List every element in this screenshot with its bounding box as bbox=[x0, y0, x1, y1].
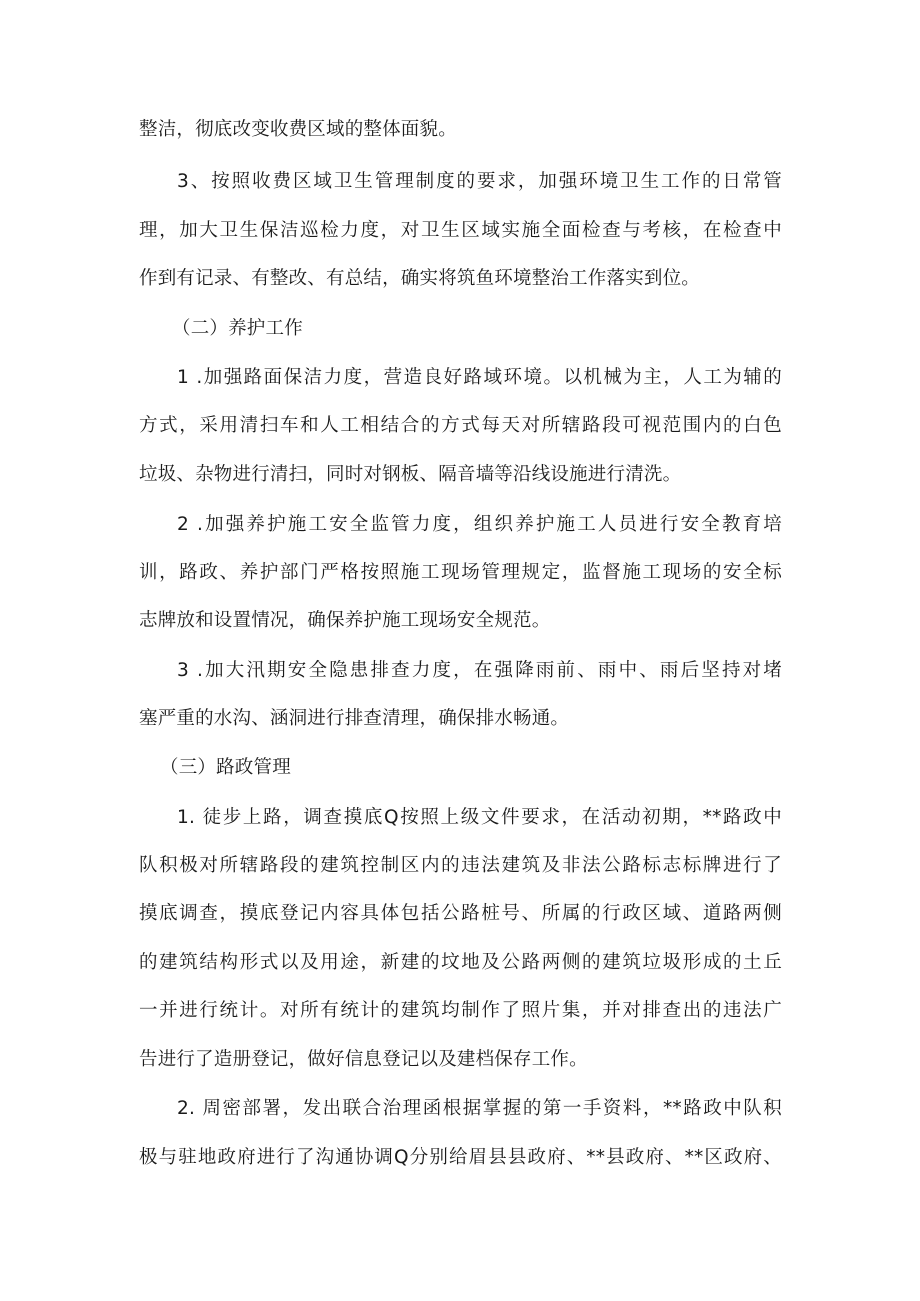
text-line-1: 整洁，彻底改变收费区域的整体面貌。 bbox=[139, 119, 457, 140]
text-line-3: 理，加大卫生保洁巡检力度，对卫生区域实施全面检查与考核，在检查中 bbox=[139, 220, 782, 241]
text-line-9: 2 .加强养护施工安全监管力度，组织养护施工人员进行安全教育培 bbox=[177, 514, 782, 535]
text-line-19: 一并进行统计。对所有统计的建筑均制作了照片集，并对排查出的违法广 bbox=[139, 1000, 782, 1021]
text-line-17: 摸底调查，摸底登记内容具体包括公路桩号、所属的行政区域、道路两侧 bbox=[139, 903, 782, 924]
section-heading-road-administration: （三）路政管理 bbox=[160, 757, 291, 778]
text-line-8: 垃圾、杂物进行清扫，同时对钢板、隔音墙等沿线设施进行清洗。 bbox=[139, 464, 682, 485]
text-line-6: 1 .加强路面保洁力度，营造良好路域环境。以机械为主，人工为辅的 bbox=[177, 367, 782, 388]
text-line-11: 志牌放和设置情况，确保养护施工现场安全规范。 bbox=[139, 610, 551, 631]
text-line-13: 塞严重的水沟、涵洞进行排查清理，确保排水畅通。 bbox=[139, 708, 570, 729]
text-line-12: 3 .加大汛期安全隐患排查力度，在强降雨前、雨中、雨后坚持对堵 bbox=[177, 660, 782, 681]
text-line-16: 队积极对所辖路段的建筑控制区内的违法建筑及非法公路标志标牌进行了 bbox=[139, 855, 782, 876]
section-heading-maintenance: （二）养护工作 bbox=[172, 318, 303, 339]
text-line-20: 告进行了造册登记，做好信息登记以及建档保存工作。 bbox=[139, 1049, 588, 1070]
text-line-2: 3、按照收费区域卫生管理制度的要求，加强环境卫生工作的日常管 bbox=[177, 171, 782, 192]
text-line-21: 2. 周密部署，发出联合治理函根据掌握的第一手资料，**路政中队积 bbox=[177, 1098, 782, 1119]
text-line-7: 方式，采用清扫车和人工相结合的方式每天对所辖路段可视范围内的白色 bbox=[139, 415, 782, 436]
text-line-18: 的建筑结构形式以及用途，新建的坟地及公路两侧的建筑垃圾形成的土丘 bbox=[139, 952, 782, 973]
text-line-10: 训，路政、养护部门严格按照施工现场管理规定，监督施工现场的安全标 bbox=[139, 562, 782, 583]
text-line-15: 1. 徒步上路，调查摸底Q按照上级文件要求，在活动初期，**路政中 bbox=[177, 807, 782, 828]
text-line-22: 极与驻地政府进行了沟通协调Q分别给眉县县政府、**县政府、**区政府、 bbox=[139, 1147, 782, 1168]
text-line-4: 作到有记录、有整改、有总结，确实将筑鱼环境整治工作落实到位。 bbox=[139, 268, 701, 289]
